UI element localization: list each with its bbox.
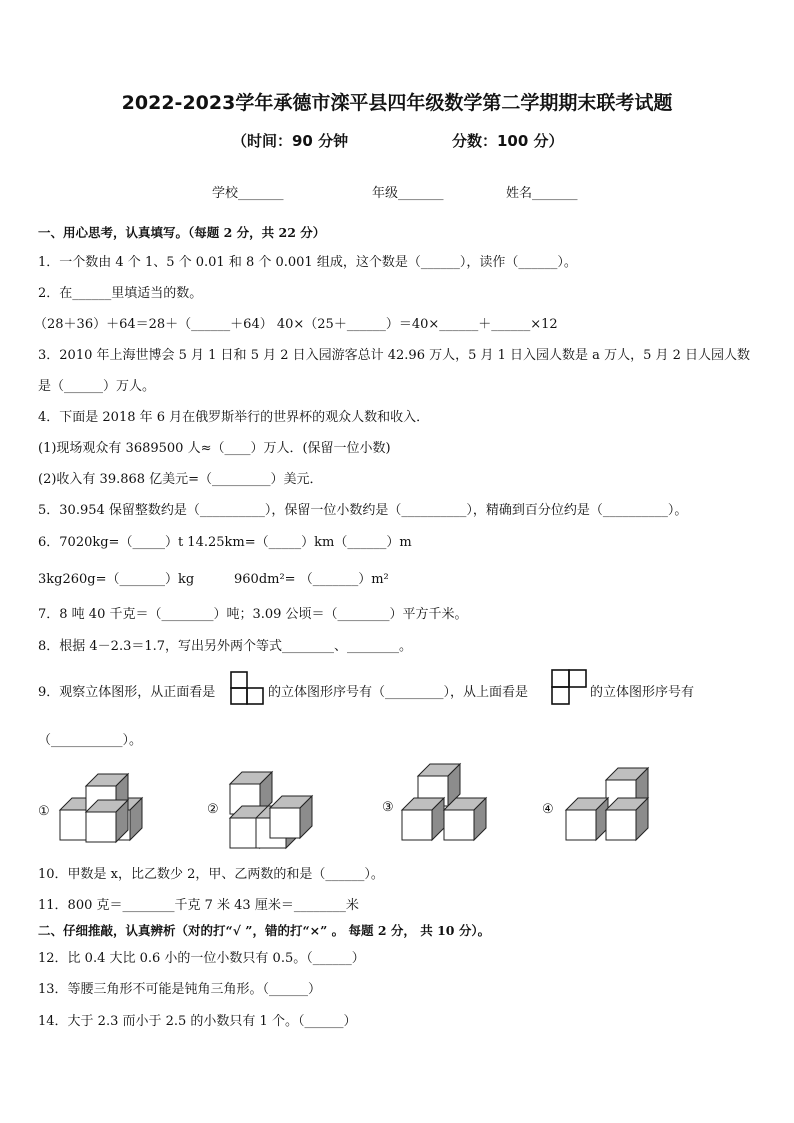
question-12: 12．比 0.4 大比 0.6 小的一位小数只有 0.5。（______） (38, 951, 365, 966)
question-4-part-2: (2)收入有 39.868 亿美元=（_________）美元． (38, 472, 323, 487)
exam-score: 分数：100 分） (452, 132, 564, 150)
question-6-mass: 3kg260g=（_______）kg (38, 572, 195, 587)
exam-time: （时间：90 分钟 (232, 132, 349, 150)
page-title: 2022-2023学年承德市滦平县四年级数学第二学期期末联考试题 (121, 92, 673, 114)
figure-4 (566, 768, 648, 840)
top-view-icon (551, 669, 587, 707)
question-9-part-3: 的立体图形序号有 (590, 685, 695, 700)
figure-label-1: ① (38, 804, 50, 819)
cube-figures (30, 760, 770, 850)
question-4-part-1: (1)现场观众有 3689500 人≈（____）万人．(保留一位小数) (38, 441, 391, 456)
grade-field: 年级_______ (372, 186, 444, 201)
section-1-heading: 一、用心思考，认真填写。（每题 2 分，共 22 分） (38, 225, 326, 240)
question-9-part-1: 9．观察立体图形，从正面看是 (38, 685, 216, 700)
question-11: 11．800 克＝________千克 7 米 43 厘米＝________米 (38, 898, 359, 913)
figure-label-2: ② (207, 802, 219, 817)
question-9-answer-line: （___________）。 (38, 733, 143, 748)
figure-label-3: ③ (382, 800, 394, 815)
figure-1 (60, 774, 142, 842)
name-field: 姓名_______ (506, 186, 578, 201)
question-13: 13．等腰三角形不可能是钝角三角形。（______） (38, 982, 322, 997)
figure-label-4: ④ (542, 802, 554, 817)
school-field: 学校_______ (212, 186, 284, 201)
question-6-line-1: 6．7020kg=（_____）t 14.25km=（_____）km（______）m (38, 535, 412, 550)
question-3-line-2: 是（______）万人。 (38, 379, 156, 394)
question-4-prompt: 4．下面是 2018 年 6 月在俄罗斯举行的世界杯的观众人数和收入． (38, 410, 430, 425)
front-view-icon (230, 671, 264, 705)
question-7: 7．8 吨 40 千克＝（________）吨；3.09 公顷＝（________）平方千米。 (38, 607, 468, 622)
section-2-heading: 二、仔细推敲，认真辨析（对的打“√ ”，错的打“×” 。 每题 2 分， 共 10 分）。 (38, 923, 491, 938)
question-8: 8．根据 4－2.3＝1.7，写出另外两个等式________、________。 (38, 639, 413, 654)
figure-2 (230, 772, 312, 848)
question-1: 1．一个数由 4 个 1、5 个 0.01 和 8 个 0.001 组成，这个数是（______），读作（______）。 (38, 255, 577, 270)
question-2-equations: （28＋36）＋64＝28＋（______＋64） 40×（25＋______）＝40×______＋______×12 (34, 317, 558, 332)
question-9-part-2: 的立体图形序号有（_________），从上面看是 (268, 685, 529, 700)
question-6-area: 960dm²= （_______）m² (234, 572, 389, 587)
question-10: 10．甲数是 x，比乙数少 2，甲、乙两数的和是（______）。 (38, 867, 384, 882)
figure-3 (402, 764, 486, 840)
question-5: 5．30.954 保留整数约是（__________），保留一位小数约是（__________），精确到百分位约是（__________）。 (38, 503, 688, 518)
question-3-line-1: 3．2010 年上海世博会 5 月 1 日和 5 月 2 日入园游客总计 42.96 万人，5 月 1 日入园人数是 a 万人，5 月 2 日人园人数 (38, 348, 751, 363)
question-2-prompt: 2．在______里填适当的数。 (38, 286, 203, 301)
question-14: 14．大于 2.3 而小于 2.5 的小数只有 1 个。（______） (38, 1014, 357, 1029)
